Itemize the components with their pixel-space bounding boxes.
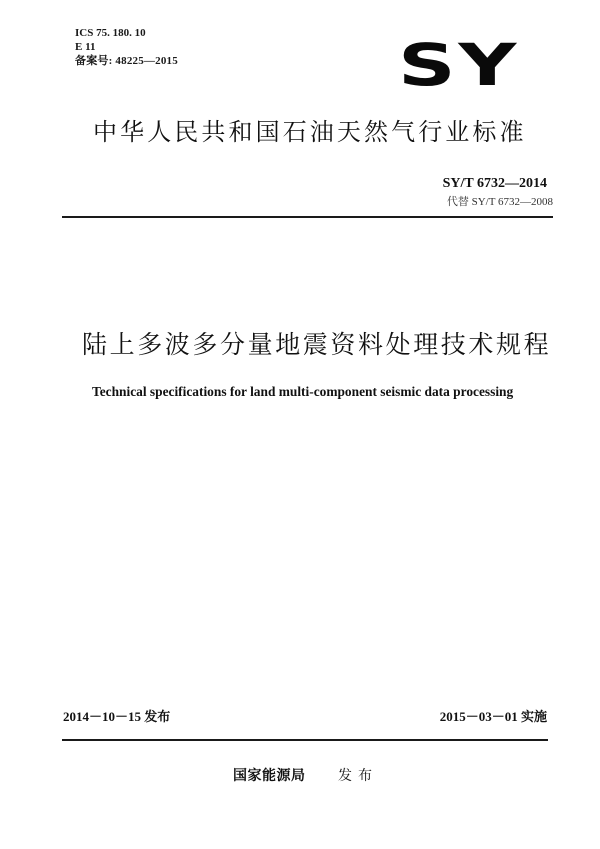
- implementation-date: 2015－03－01 实施: [439, 709, 547, 724]
- top-divider: [62, 216, 553, 218]
- issue-date: 2014－10－15 发布: [63, 709, 171, 724]
- publish-label: 发布: [338, 768, 378, 784]
- record-number: 备案号: 48225—2015: [75, 55, 178, 67]
- document-title-cn: 陆上多波多分量地震资料处理技术规程: [82, 330, 552, 359]
- ics-code: ICS 75. 180. 10: [75, 27, 146, 39]
- document-title-en: Technical specifications for land multi-component seismic data processing: [92, 384, 514, 399]
- replaces-standard: 代替 SY/T 6732—2008: [446, 196, 553, 208]
- publisher-name: 国家能源局: [233, 768, 306, 784]
- ccs-code: E 11: [75, 41, 96, 53]
- standard-number: SY/T 6732—2014: [442, 176, 547, 191]
- bottom-divider: [62, 739, 548, 741]
- sy-logo: SY: [398, 31, 520, 99]
- header-title: 中华人民共和国石油天然气行业标准: [93, 118, 527, 146]
